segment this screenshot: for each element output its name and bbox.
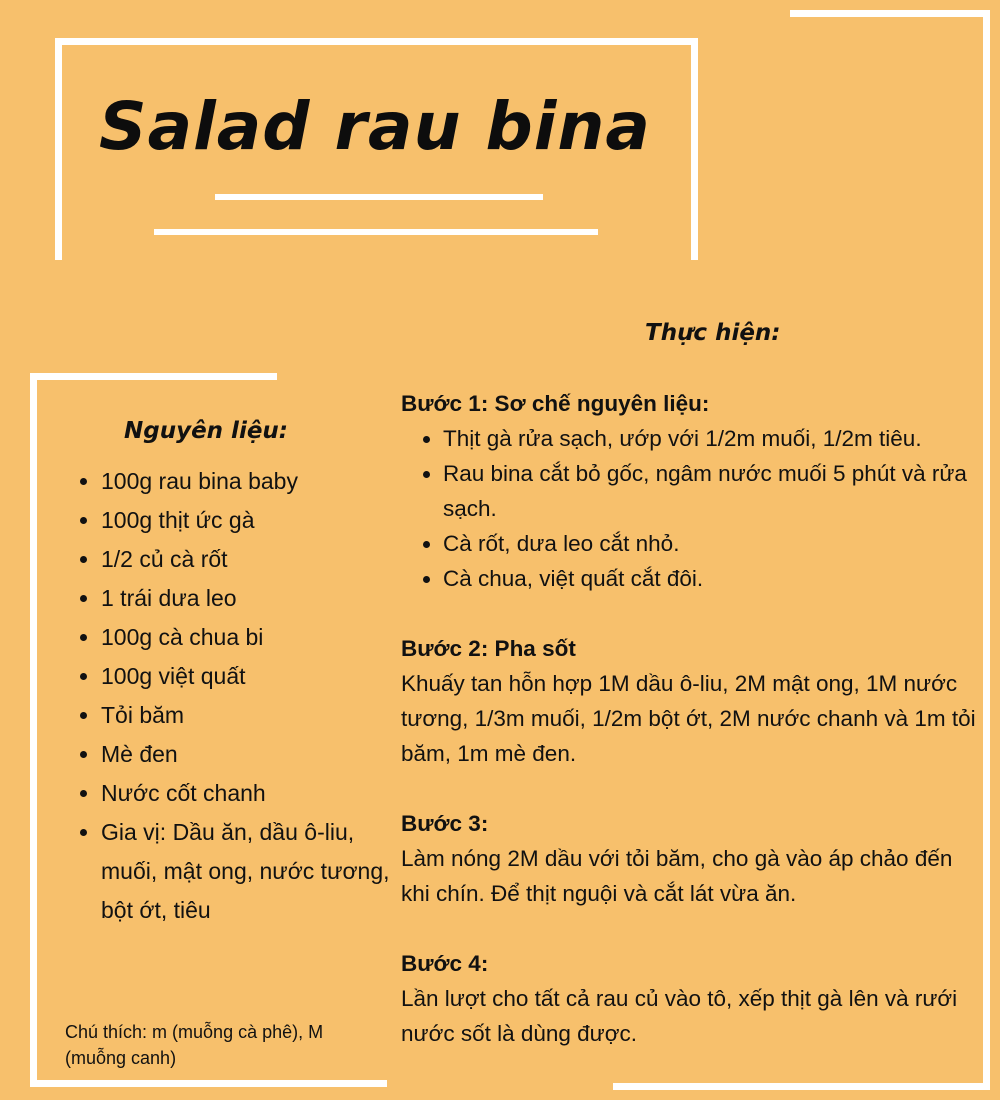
right-frame-top (790, 10, 990, 17)
ingredient-item: • Mè đen (101, 735, 391, 774)
method-heading: Thực hiện: (645, 320, 781, 346)
ingredient-item: • 100g cà chua bi (101, 618, 391, 657)
step-1 (401, 386, 976, 596)
title-underline (215, 194, 543, 200)
step-2-text: Khuấy tan hỗn hợp 1M dầu ô-liu, 2M mật ong, 1M nước tương, 1/3m muối, 1/2m bột ớt, 2M nước chanh và 1m tỏi băm, 1m mè đen. (401, 671, 976, 766)
step-4-title: Bước 4: (401, 951, 489, 976)
step-3-title: Bước 3: (401, 811, 489, 836)
right-frame-right (983, 10, 990, 1090)
ingredient-item: • Gia vị: Dầu ăn, dầu ô-liu, muối, mật ong, nước tương, bột ớt, tiêu (101, 813, 391, 930)
unit-note: Chú thích: m (muỗng cà phê), M (muỗng canh) (65, 1022, 324, 1068)
ingredients-frame-bottom (30, 1080, 387, 1087)
ingredient-item: • 100g việt quất (101, 657, 391, 696)
ingredients-frame-left (30, 373, 37, 1087)
step-3-text: Làm nóng 2M dầu với tỏi băm, cho gà vào áp chảo đến khi chín. Để thịt nguội và cắt lát vừa ăn. (401, 846, 953, 906)
ingredient-item: • Tỏi băm (101, 696, 391, 735)
step-2 (401, 631, 976, 771)
step-1-item: • Thịt gà rửa sạch, ướp với 1/2m muối, 1/2m tiêu. (443, 421, 976, 456)
step-4-text: Lần lượt cho tất cả rau củ vào tô, xếp thịt gà lên và rưới nước sốt là dùng được. (401, 986, 958, 1046)
step-4 (401, 946, 976, 1051)
ingredients-list (64, 462, 391, 930)
step-1-item: • Cà chua, việt quất cắt đôi. (443, 561, 976, 596)
title-underline-long (154, 229, 598, 235)
ingredients-frame-top (30, 373, 277, 380)
ingredient-item: • 100g rau bina baby (101, 462, 391, 501)
page-title: Salad rau bina (99, 88, 651, 165)
title-frame-top (55, 38, 698, 45)
step-1-title: Bước 1: Sơ chế nguyên liệu: (401, 391, 710, 416)
ingredient-item: • Nước cốt chanh (101, 774, 391, 813)
step-3 (401, 806, 976, 911)
ingredients-heading: Nguyên liệu: (124, 418, 288, 444)
step-1-list (401, 421, 976, 596)
step-2-title: Bước 2: Pha sốt (401, 636, 576, 661)
step-1-item: • Rau bina cắt bỏ gốc, ngâm nước muối 5 phút và rửa sạch. (443, 456, 976, 526)
ingredient-item: • 1 trái dưa leo (101, 579, 391, 618)
ingredient-item: • 100g thịt ức gà (101, 501, 391, 540)
method-steps (401, 386, 976, 1086)
step-1-item: • Cà rốt, dưa leo cắt nhỏ. (443, 526, 976, 561)
ingredient-item: • 1/2 củ cà rốt (101, 540, 391, 579)
